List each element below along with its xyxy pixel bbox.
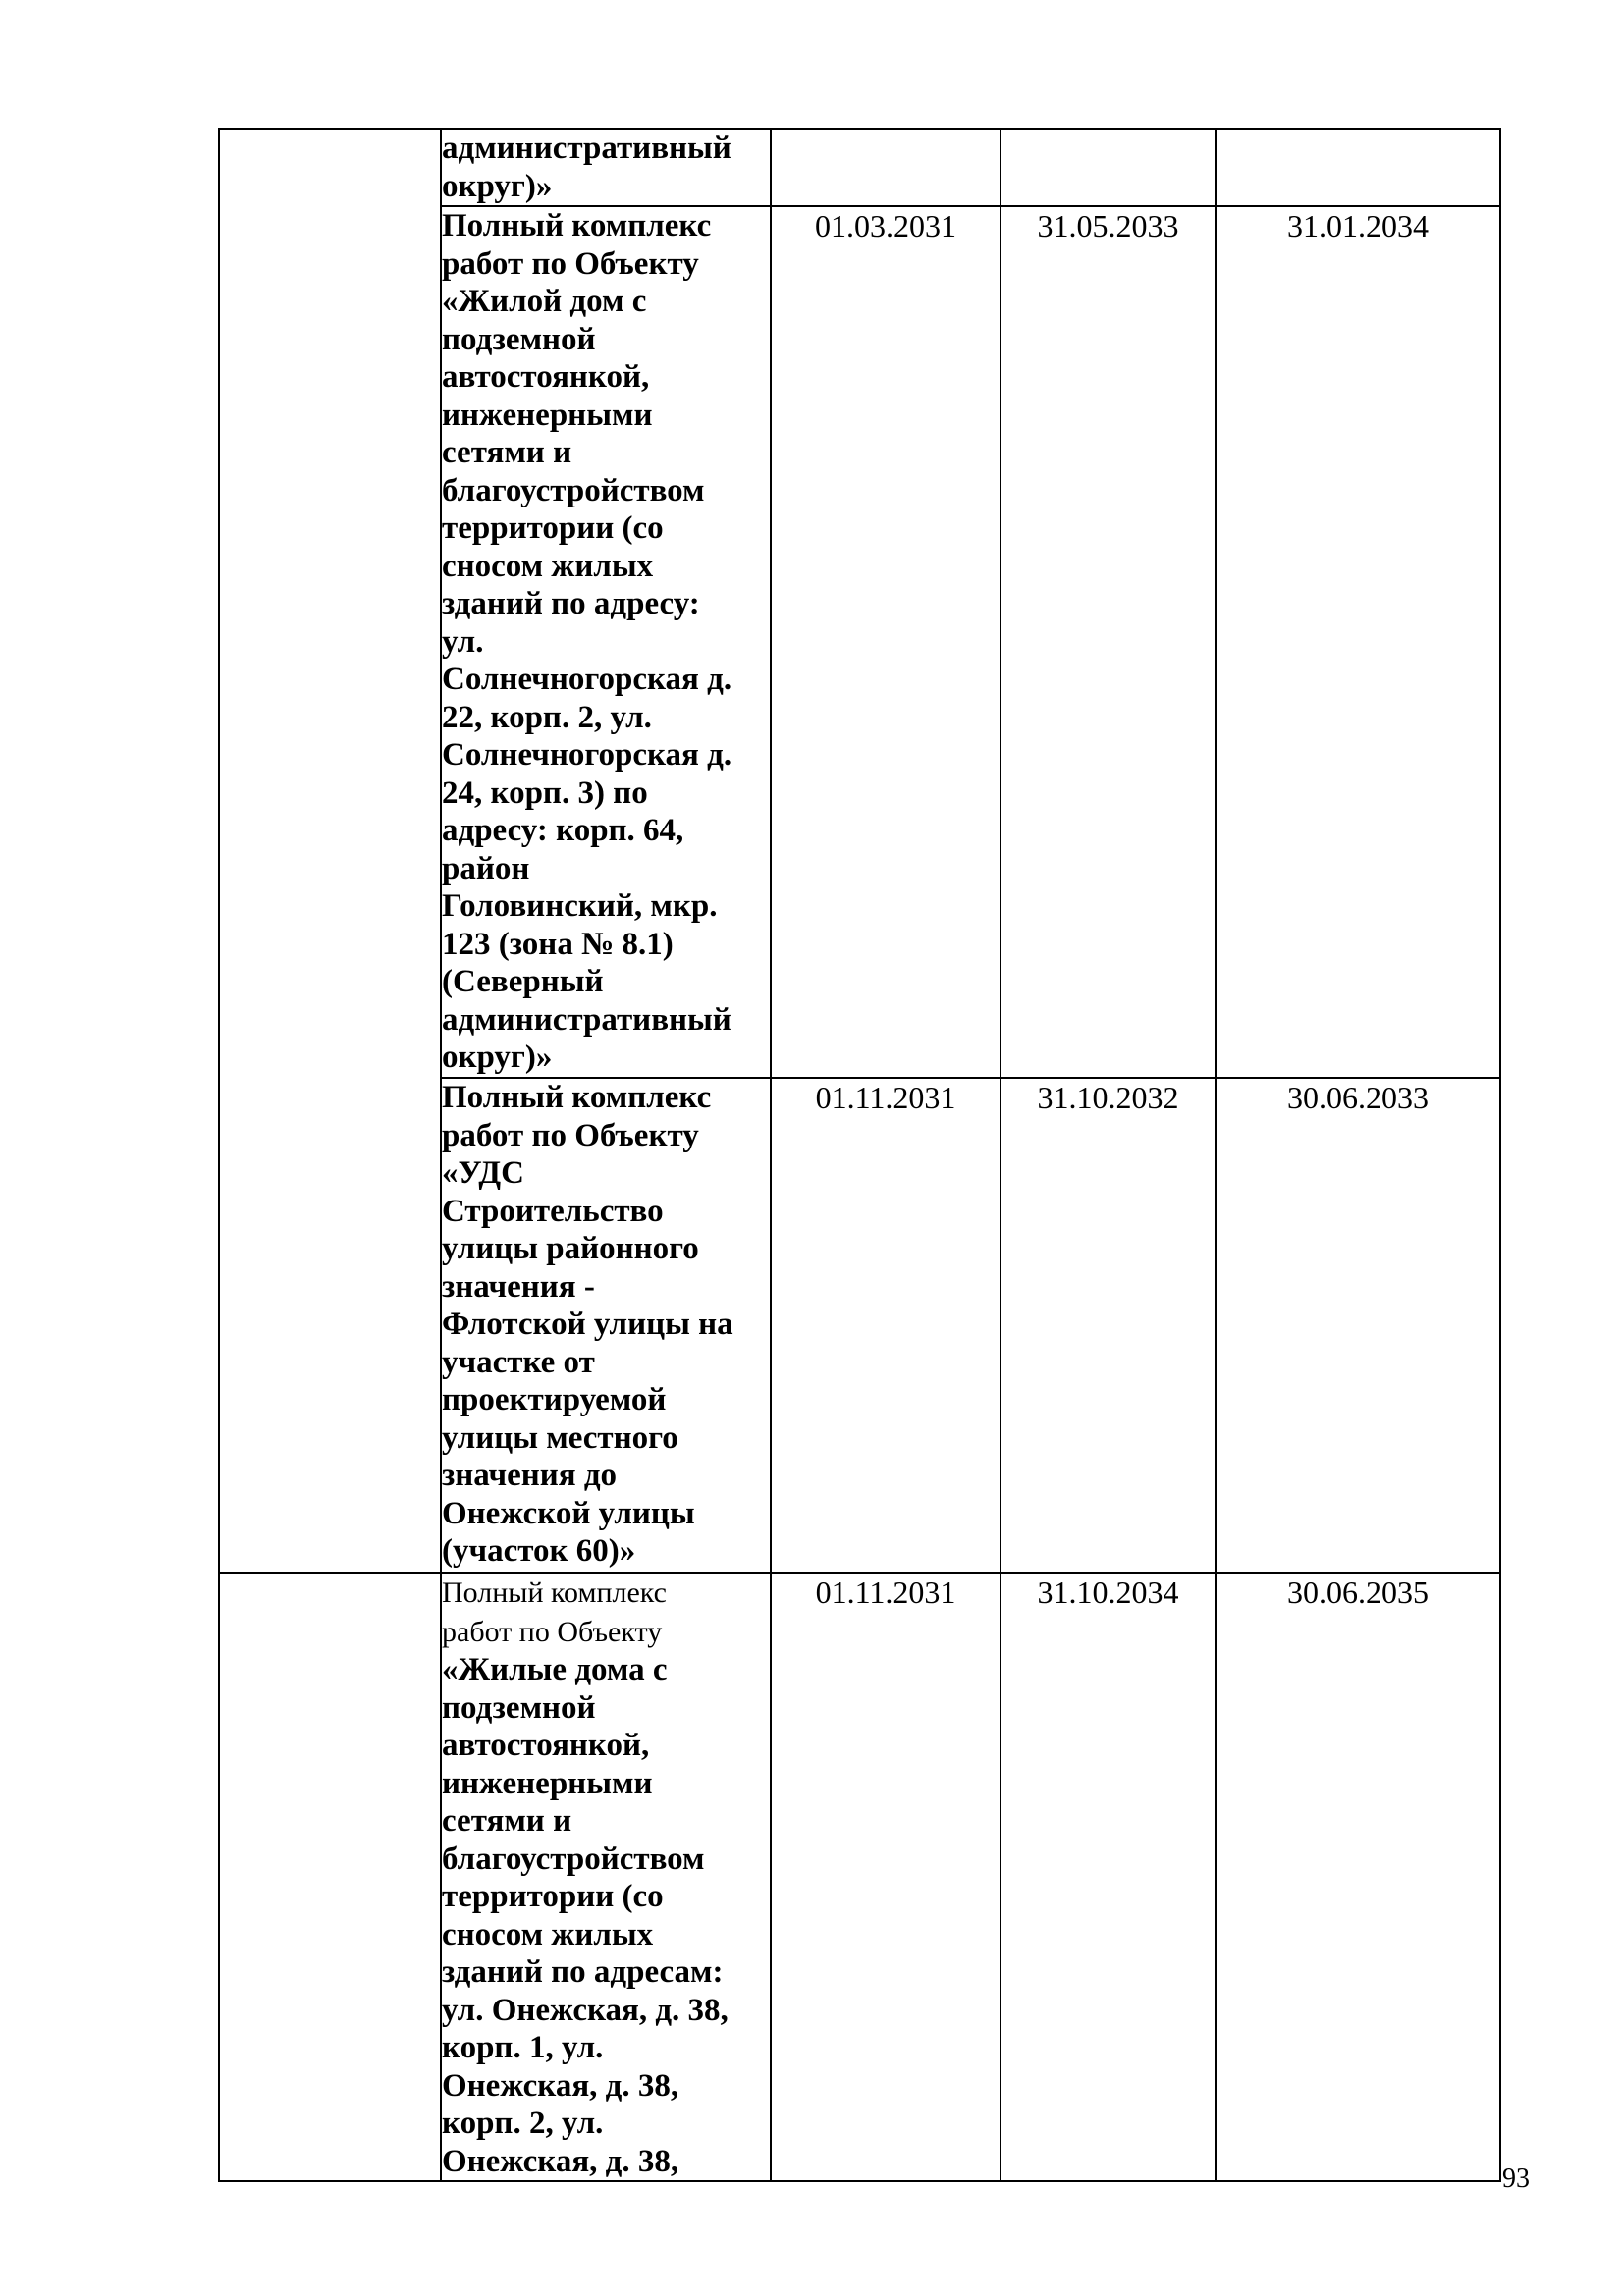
end-date-cell: 31.10.2034 [1001, 1573, 1216, 2181]
work-description-head: Полный комплекс работ по Объекту [442, 1576, 667, 1648]
deadline-date-cell: 30.06.2035 [1216, 1573, 1500, 2181]
page-number: 93 [1502, 2163, 1530, 2194]
deadline-date-cell [1216, 129, 1500, 206]
number-cell [219, 1573, 441, 2181]
number-cell [219, 129, 441, 1573]
end-date-cell: 31.05.2033 [1001, 206, 1216, 1078]
table-row [219, 1573, 1500, 2181]
start-date-cell: 01.03.2031 [771, 206, 1001, 1078]
work-description-text: «Жилые дома с подземной автостоянкой, инженерными сетями и благоустройством территории (со сносом жилых зданий по адресам: ул. Онежская, д. 38, корп. 1, ул. Онежская, д. 38, корп. 2, ул. Онежская, д. 38, [442, 1652, 729, 2179]
deadline-date-cell: 30.06.2033 [1216, 1078, 1500, 1573]
end-date-cell: 31.10.2032 [1001, 1078, 1216, 1573]
deadline-date-cell: 31.01.2034 [1216, 206, 1500, 1078]
start-date-cell: 01.11.2031 [771, 1078, 1001, 1573]
schedule-table [218, 128, 1501, 2182]
work-description-cell: Полный комплекс работ по Объекту «УДС Строительство улицы районного значения - Флотской улицы на участке от проектируемой улицы местного значения до Онежской улицы (участок 60)» [441, 1078, 771, 1573]
end-date-cell [1001, 129, 1216, 206]
table-row [219, 129, 1500, 206]
start-date-cell [771, 129, 1001, 206]
work-description-cell [441, 1573, 771, 2181]
work-description-cell: административный округ)» [441, 129, 771, 206]
work-description-cell: Полный комплекс работ по Объекту «Жилой дом с подземной автостоянкой, инженерными сетями и благоустройством территории (со сносом жилых зданий по адресу: ул. Солнечногорская д. 22, корп. 2, ул. Солнечногорская д. 24, корп. 3) по адресу: корп. 64, район Головинский, мкр. 123 (зона № 8.1) (Северный административный округ)» [441, 206, 771, 1078]
start-date-cell: 01.11.2031 [771, 1573, 1001, 2181]
